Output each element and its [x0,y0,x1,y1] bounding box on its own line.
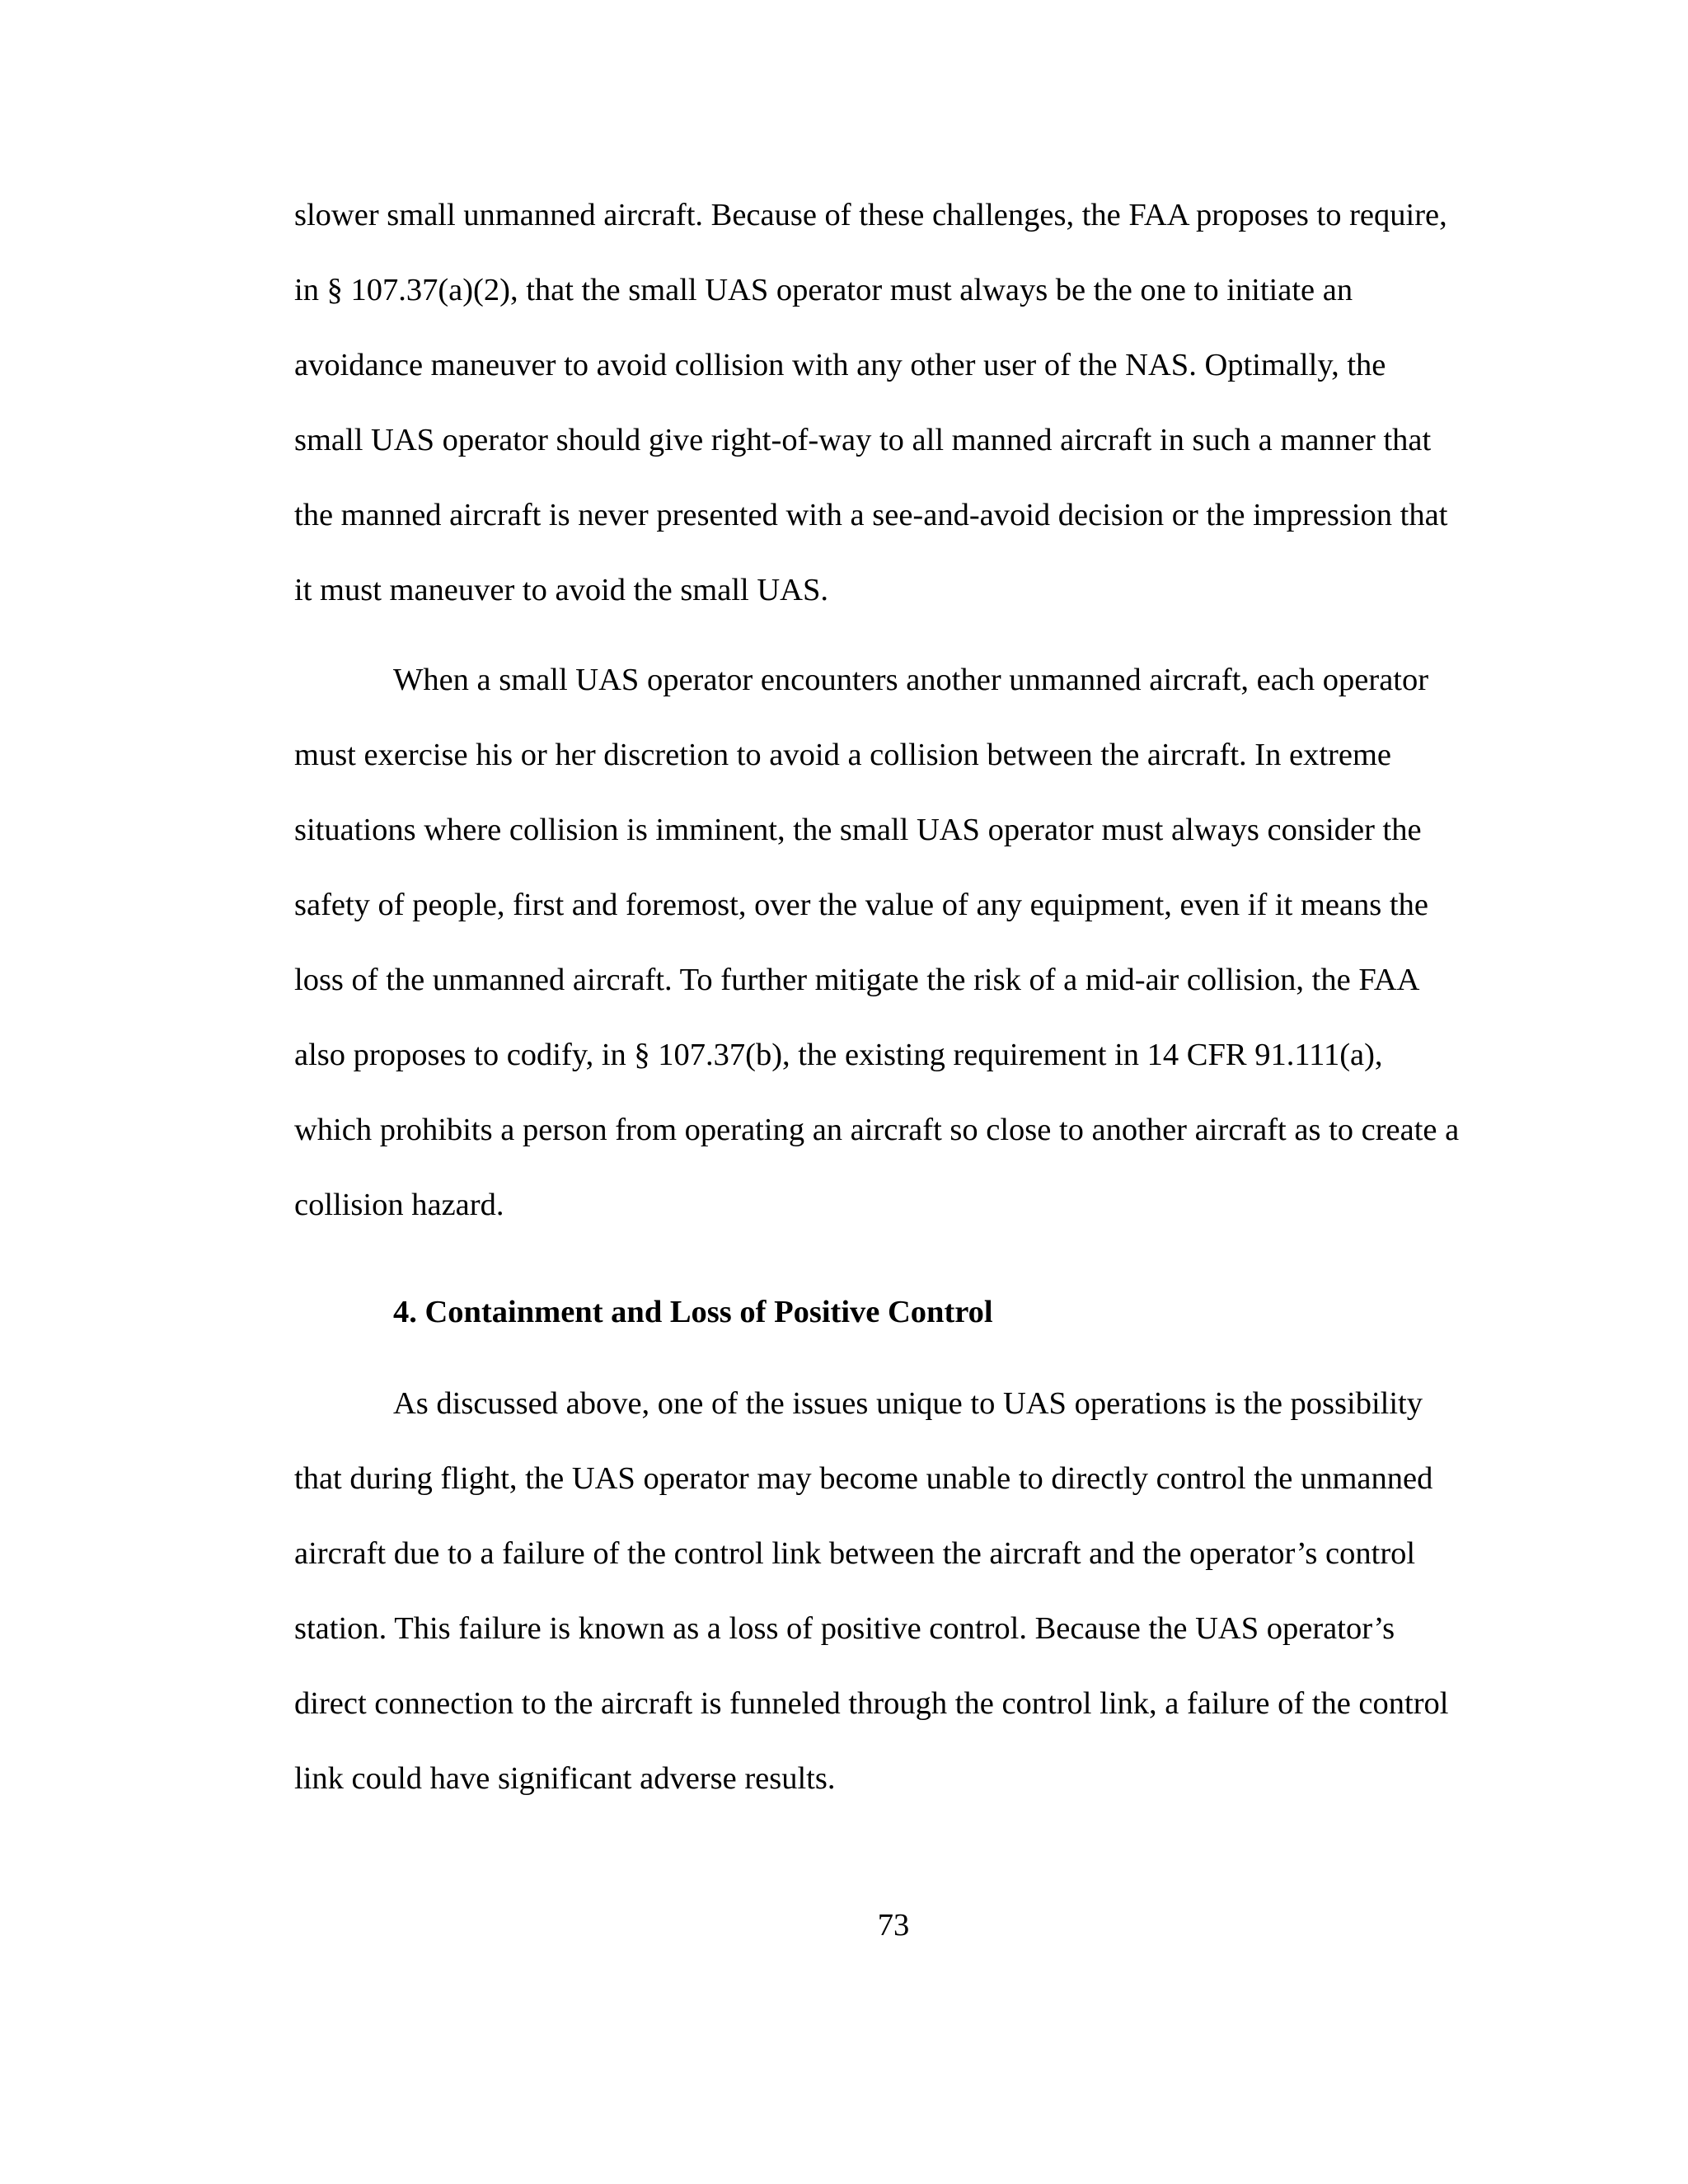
section-heading: 4. Containment and Loss of Positive Control [393,1295,993,1329]
paragraph-line: must exercise his or her discretion to avoid a collision between the aircraft. In extreme [294,738,1391,772]
paragraph-line: that during flight, the UAS operator may become unable to directly control the unmanned [294,1461,1433,1496]
paragraph-line: avoidance maneuver to avoid collision with any other user of the NAS. Optimally, the [294,348,1386,382]
paragraph-line: small UAS operator should give right-of-way to all manned aircraft in such a manner that [294,423,1432,457]
paragraph-line: loss of the unmanned aircraft. To further mitigate the risk of a mid-air collision, the FAA [294,963,1420,997]
paragraph-line: station. This failure is known as a loss of positive control. Because the UAS operator’s [294,1611,1395,1646]
paragraph-line: When a small UAS operator encounters another unmanned aircraft, each operator [393,663,1429,697]
paragraph-line: collision hazard. [294,1188,504,1222]
paragraph-line: aircraft due to a failure of the control link between the aircraft and the operator’s control [294,1536,1416,1571]
paragraph-line: in § 107.37(a)(2), that the small UAS operator must always be the one to initiate an [294,273,1353,307]
paragraph-line: the manned aircraft is never presented with a see-and-avoid decision or the impression that [294,498,1448,532]
paragraph-line: situations where collision is imminent, the small UAS operator must always consider the [294,813,1422,847]
page-number: 73 [877,1908,910,1943]
paragraph-line: direct connection to the aircraft is funneled through the control link, a failure of the control [294,1686,1449,1721]
paragraph-line: also proposes to codify, in § 107.37(b), the existing requirement in 14 CFR 91.111(a), [294,1038,1383,1072]
paragraph-line: it must maneuver to avoid the small UAS. [294,573,828,607]
paragraph-line: which prohibits a person from operating an aircraft so close to another aircraft as to create a [294,1113,1460,1147]
paragraph-line: safety of people, first and foremost, over the value of any equipment, even if it means the [294,888,1428,922]
paragraph-line: slower small unmanned aircraft. Because of these challenges, the FAA proposes to require, [294,198,1447,232]
paragraph-line: As discussed above, one of the issues unique to UAS operations is the possibility [393,1386,1423,1421]
paragraph-line: link could have significant adverse results. [294,1761,836,1796]
